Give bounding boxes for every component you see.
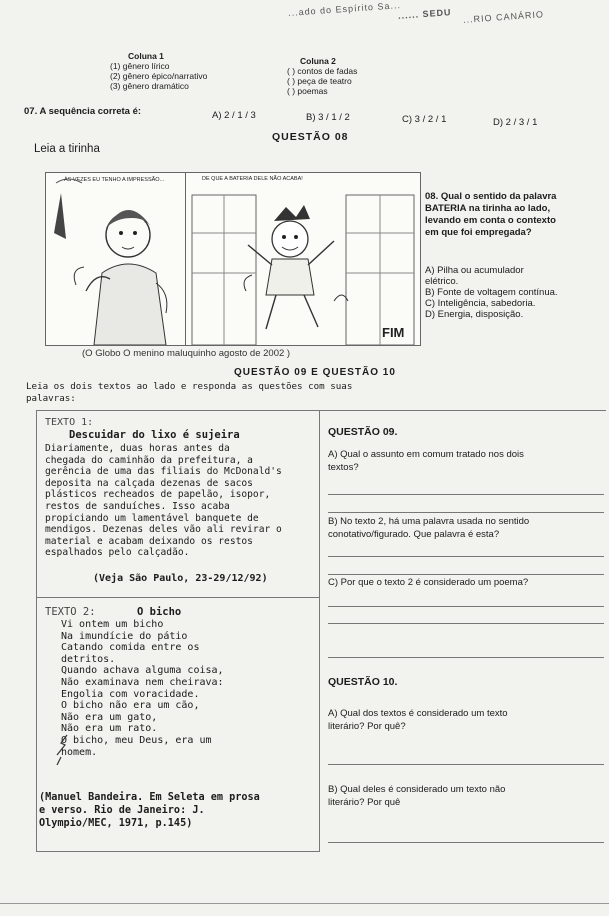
q7-question: 07. A sequência correta é: — [24, 106, 142, 117]
q10-a: A) Qual dos textos é considerado um texto — [328, 708, 508, 719]
col2-item: ( ) contos de fadas — [287, 66, 358, 76]
q10-b-cont: literário? Por quê — [328, 797, 401, 808]
pencil-mark-icon — [45, 731, 75, 771]
q8-option-c: C) Inteligência, sabedoria. — [425, 298, 536, 309]
col1-item: (2) gênero épico/narrativo — [110, 71, 208, 81]
texto2-source-line: Olympio/MEC, 1971, p.145) — [39, 818, 193, 829]
poem-verse: Vi ontem um bicho — [61, 619, 164, 630]
answer-line[interactable] — [328, 556, 604, 557]
texto1-source: (Veja São Paulo, 23-29/12/92) — [93, 573, 268, 584]
texts-box — [36, 410, 320, 852]
comic-panel-2 — [185, 172, 421, 346]
school-header: ...ado do Espírito Sa... — [287, 0, 402, 18]
texto1-line: restos de sanduíches. Isso acaba — [45, 500, 230, 512]
answer-line[interactable] — [328, 512, 604, 513]
col2-title: Coluna 2 — [300, 56, 336, 66]
poem-verse: Não examinava nem cheirava: — [61, 676, 224, 688]
texto2-label: TEXTO 2: — [45, 606, 96, 618]
texto1-line: propiciando um lamentável banquete de — [45, 512, 259, 524]
page-bottom-line — [0, 903, 609, 904]
q9-10-instruction: Leia os dois textos ao lado e responda as questões com suas — [26, 381, 353, 392]
q7-option-c: C) 3 / 2 / 1 — [402, 114, 447, 125]
answer-line[interactable] — [328, 623, 604, 624]
answer-line[interactable] — [328, 764, 604, 765]
q8-option-a: A) Pilha ou acumulador — [425, 265, 524, 276]
texto1-line: espalhados pelo calçadão. — [45, 547, 190, 559]
comic-mother-drawing — [46, 173, 186, 345]
comic-credit: (O Globo O menino maluquinho agosto de 2002 ) — [82, 348, 291, 359]
q8-instruction: Leia a tirinha — [34, 143, 100, 155]
texto1-line: mendigos. Dezenas deles vão ali revirar o — [45, 524, 282, 536]
comic-panel-1 — [45, 172, 187, 346]
texto1-title: Descuidar do lixo é sujeira — [69, 429, 240, 441]
q9-title: QUESTÃO 09. — [328, 426, 398, 438]
poem-verse: O bicho, meu Deus, era um — [61, 734, 212, 746]
poem-verse: Catando comida entre os — [61, 642, 200, 654]
texto2-title: O bicho — [137, 606, 182, 618]
q8-question-line: 08. Qual o sentido da palavra — [425, 191, 557, 202]
q8-question-line: levando em conta o contexto — [425, 215, 556, 226]
answer-line[interactable] — [328, 574, 604, 575]
poem-verse: homem. — [61, 746, 98, 758]
poem-verse: Não era um gato, — [61, 711, 158, 723]
header-sedu: ...... SEDU — [397, 7, 452, 21]
q8-option-a-cont: elétrico. — [425, 276, 459, 287]
q8-question-line: BATERIA na tirinha ao lado, — [425, 203, 551, 214]
q9-a: A) Qual o assunto em comum tratado nos dois — [328, 449, 524, 460]
q10-title: QUESTÃO 10. — [328, 676, 398, 688]
poem-verse: detritos. — [61, 653, 116, 665]
answer-line[interactable] — [328, 606, 604, 607]
questions-panel — [318, 410, 606, 851]
q10-b: B) Qual deles é considerado um texto não — [328, 784, 506, 795]
poem-verse: Na imundície do pátio — [61, 630, 188, 642]
col2-item: ( ) poemas — [287, 86, 328, 96]
texto2-source-line: e verso. Rio de Janeiro: J. — [39, 805, 205, 816]
header-location: ...RIO CANÁRIO — [462, 9, 545, 25]
q7-option-d: D) 2 / 3 / 1 — [493, 117, 538, 128]
answer-line[interactable] — [328, 842, 604, 843]
texto1-body — [45, 443, 311, 559]
poem-verse: Não era um rato. — [61, 723, 158, 735]
col1-item: (1) gênero lírico — [110, 61, 170, 71]
answer-line[interactable] — [328, 494, 604, 495]
texts-divider — [37, 597, 319, 598]
comic-fim: FIM — [382, 325, 405, 340]
texto1-line: chegada do caminhão da prefeitura, a — [45, 454, 253, 466]
q8-option-b: B) Fonte de voltagem contínua. — [425, 287, 558, 298]
q8-question-line: em que foi empregada? — [425, 227, 532, 238]
texto2-source-line: (Manuel Bandeira. Em Seleta em prosa — [39, 792, 260, 803]
q9-c: C) Por que o texto 2 é considerado um poema? — [328, 577, 529, 588]
poem-verse: Engolia com voracidade. — [61, 688, 200, 700]
texto1-label: TEXTO 1: — [45, 417, 94, 428]
texto1-line: deposita na calçada dezenas de sacos — [45, 477, 253, 489]
col2-item: ( ) peça de teatro — [287, 76, 352, 86]
q9-10-title: QUESTÃO 09 E QUESTÃO 10 — [234, 367, 396, 378]
q10-a-cont: literário? Por quê? — [328, 721, 406, 732]
texto1-line: material e acabam deixando os restos — [45, 535, 253, 547]
answer-line[interactable] — [328, 657, 604, 658]
q8-option-d: D) Energia, disposição. — [425, 309, 524, 320]
comic-boy-drawing — [186, 173, 420, 345]
q9-b: B) No texto 2, há uma palavra usada no sentido — [328, 516, 530, 527]
q7-option-b: B) 3 / 1 / 2 — [306, 112, 350, 123]
comic-caption-2: DE QUE A BATERIA DELE NÃO ACABA! — [202, 176, 303, 182]
comic-caption-1: ÀS VEZES EU TENHO A IMPRESSÃO... — [64, 177, 165, 183]
col1-title: Coluna 1 — [128, 51, 164, 61]
texto1-line: Diariamente, duas horas antes da — [45, 443, 230, 454]
poem-verse: O bicho não era um cão, — [61, 700, 200, 712]
texto1-line: gerência de uma das filiais do McDonald's — [45, 466, 282, 478]
texto1-line: plásticos recheados de papelão, isopor, — [45, 489, 271, 501]
col1-item: (3) gênero dramático — [110, 81, 189, 91]
q9-a-cont: textos? — [328, 462, 359, 473]
poem-verse: Quando achava alguma coisa, — [61, 665, 224, 677]
q9-10-instruction-cont: palavras: — [26, 393, 76, 404]
q8-title: QUESTÃO 08 — [272, 131, 349, 143]
q9-b-cont: conotativo/figurado. Que palavra é esta? — [328, 529, 500, 540]
q7-option-a: A) 2 / 1 / 3 — [212, 110, 256, 121]
texto2-source — [39, 791, 317, 830]
texto2-poem — [61, 619, 224, 758]
